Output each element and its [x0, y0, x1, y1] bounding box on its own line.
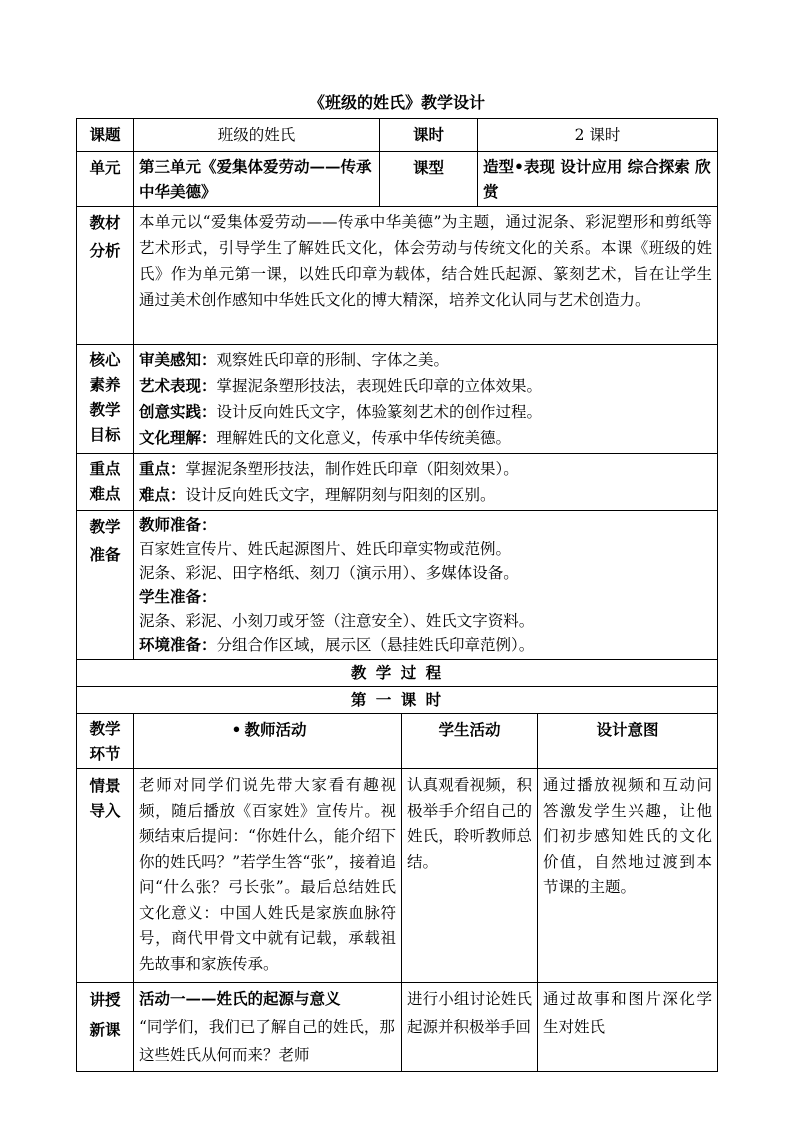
unit-row — [77, 152, 718, 207]
lesson-header: 第 一 课 时 — [77, 687, 718, 714]
student-prep-line: 泥条、彩泥、小刻刀或牙签（注意安全）、姓氏文字资料。 — [139, 612, 535, 630]
topic-value: 班级的姓氏 — [134, 119, 380, 152]
type-value: 造型•表现 设计应用 综合探索 欣赏 — [478, 152, 718, 207]
type-label: 课型 — [380, 152, 478, 207]
teacher-cell: 老师对同学们说先带大家看有趣视频，随后播放《百家姓》宣传片。视频结束后提问：“你姓什么，能介绍下你的姓氏吗？”若学生答“张”，接着追问“什么张？弓长张”。最后总结姓氏文化意义：中国人姓氏是家族血脉符号，商代甲骨文中就有记载，承载祖先故事和家族传承。 — [134, 769, 402, 983]
goals-content — [134, 345, 718, 454]
intent-cell: 通过故事和图片深化学生对姓氏 — [538, 983, 718, 1072]
student-cell: 认真观看视频，积极举手介绍自己的姓氏，聆听教师总结。 — [402, 769, 538, 983]
process-header-row — [77, 660, 718, 687]
prep-label: 教学准备 — [77, 511, 134, 660]
goals-row — [77, 345, 718, 454]
prep-content — [134, 511, 718, 660]
goal-item: 创意实践：设计反向姓氏文字，体验篆刻艺术的创作过程。 — [139, 402, 543, 421]
prep-row — [77, 511, 718, 660]
student-prep-heading: 学生准备： — [139, 587, 217, 606]
hours-value: 2 课时 — [478, 119, 718, 152]
teacher-cell — [134, 983, 402, 1072]
columns-header-row — [77, 714, 718, 769]
teacher-prep-heading: 教师准备： — [139, 515, 217, 534]
keypoint-item: 难点：设计反向姓氏文字，理解阴刻与阳刻的区别。 — [139, 485, 496, 504]
bullet-dot-icon: • — [231, 720, 242, 739]
teacher-prep-line: 泥条、彩泥、田字格纸、刻刀（演示用）、多媒体设备。 — [139, 564, 519, 582]
unit-label: 单元 — [77, 152, 134, 207]
goal-item: 文化理解：理解姓氏的文化意义，传承中华传统美德。 — [139, 428, 512, 447]
table-row — [77, 983, 718, 1072]
col-student: 学生活动 — [402, 714, 538, 769]
analysis-row — [77, 207, 718, 345]
col-teacher: • 教师活动 — [134, 714, 402, 769]
keypoints-row — [77, 454, 718, 511]
analysis-label: 教材分析 — [77, 207, 134, 345]
process-header: 教 学 过 程 — [77, 660, 718, 687]
goals-label: 核心素养教学目标 — [77, 345, 134, 454]
analysis-text: 本单元以“爱集体爱劳动——传承中华美德”为主题，通过泥条、彩泥塑形和剪纸等艺术形式，引导学生了解姓氏文化，体会劳动与传统文化的关系。本课《班级的姓氏》作为单元第一课，以姓氏印章为载体，结合姓氏起源、篆刻艺术，旨在让学生通过美术创作感知中华姓氏文化的博大精深，培养文化认同与艺术创造力。 — [134, 207, 718, 345]
student-cell: 进行小组讨论姓氏起源并积极举手回 — [402, 983, 538, 1072]
env-prep-line: 环境准备：分组合作区域，展示区（悬挂姓氏印章范例）。 — [139, 635, 535, 654]
document-title: 《班级的姓氏》教学设计 — [308, 93, 485, 112]
col-intent: 设计意图 — [538, 714, 718, 769]
unit-value: 第三单元《爱集体爱劳动——传承中华美德》 — [134, 152, 380, 207]
teacher-prep-line: 百家姓宣传片、姓氏起源图片、姓氏印章实物或范例。 — [139, 540, 512, 558]
activity-text: “同学们，我们已了解自己的姓氏，那这些姓氏从何而来？老师 — [139, 1018, 395, 1064]
stage-cell: 情景导入 — [77, 769, 134, 983]
intent-cell: 通过播放视频和互动问答激发学生兴趣，让他们初步感知姓氏的文化价值，自然地过渡到本节课的主题。 — [538, 769, 718, 983]
hours-label: 课时 — [380, 119, 478, 152]
goal-item: 审美感知：观察姓氏印章的形制、字体之美。 — [139, 350, 450, 369]
activity-heading: 活动一——姓氏的起源与意义 — [139, 989, 341, 1008]
goal-item: 艺术表现：掌握泥条塑形技法，表现姓氏印章的立体效果。 — [139, 376, 543, 395]
topic-label: 课题 — [77, 119, 134, 152]
keypoints-content — [134, 454, 718, 511]
lesson-plan-table — [76, 118, 718, 1072]
lesson-header-row — [77, 687, 718, 714]
table-row — [77, 769, 718, 983]
stage-cell: 讲授新课 — [77, 983, 134, 1072]
topic-row — [77, 119, 718, 152]
keypoints-label: 重点难点 — [77, 454, 134, 511]
keypoint-item: 重点：掌握泥条塑形技法，制作姓氏印章（阳刻效果）。 — [139, 459, 519, 478]
col-stage: 教学环节 — [77, 714, 134, 769]
